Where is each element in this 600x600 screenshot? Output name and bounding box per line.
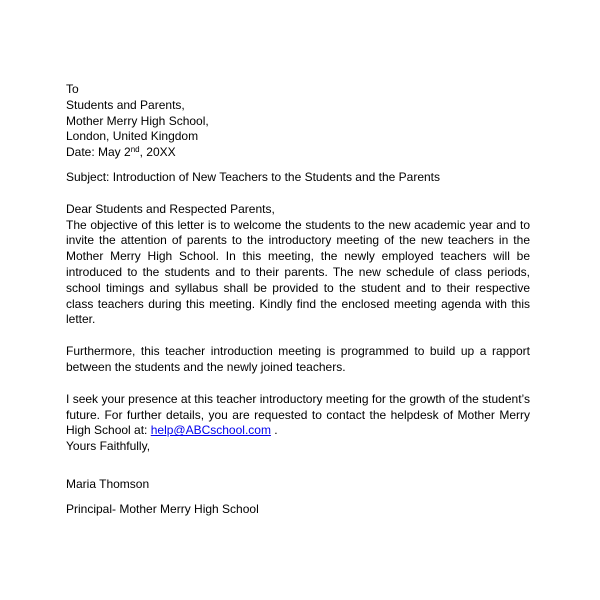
recipient-line-3: London, United Kingdom <box>66 129 199 144</box>
signer-title: Principal- Mother Merry High School <box>66 501 259 516</box>
paragraph-2: Furthermore, this teacher introduction meeting is programmed to build up a rapport between the students and the newly joined teachers. <box>66 344 530 374</box>
subject-line: Subject: Introduction of New Teachers to the Students and the Parents <box>66 169 441 184</box>
closing: Yours Faithfully, <box>66 439 151 454</box>
date-prefix: Date: May 2 <box>66 145 131 160</box>
letter-date <box>66 145 530 161</box>
paragraph-3-text: I seek your presence at this teacher introductory meeting for the growth of the student’s future. For further details, you are requested to contact the helpdesk of Mother Merry High School at: <box>66 391 530 438</box>
helpdesk-email-link[interactable]: help@ABCschool.com <box>150 423 271 438</box>
salutation: Dear Students and Respected Parents, <box>66 201 275 216</box>
recipient-line-2: Mother Merry High School, <box>66 113 209 128</box>
paragraph-3 <box>66 392 530 439</box>
date-ordinal-suffix: nd <box>130 145 140 155</box>
recipient-line-1: Students and Parents, <box>66 97 185 112</box>
to-label: To <box>66 82 79 96</box>
recipient-block <box>66 98 530 145</box>
paragraph-3-end: . <box>270 423 278 438</box>
date-year: , 20XX <box>139 145 176 160</box>
signer-name: Maria Thomson <box>66 476 150 491</box>
letter-body <box>66 82 530 518</box>
paragraph-1: The objective of this letter is to welcome the students to the new academic year and to invite the attention of parents to the introductory meeting of the new teachers in the Mother Merry High School. In this meeting, the newly employed teachers will be introduced to the students and to their parents. The new schedule of class periods, school timings and syllabus shall be provided to the student and to their respective class teachers during this meeting. Kindly find the enclosed meeting agenda with this letter. <box>66 217 530 327</box>
